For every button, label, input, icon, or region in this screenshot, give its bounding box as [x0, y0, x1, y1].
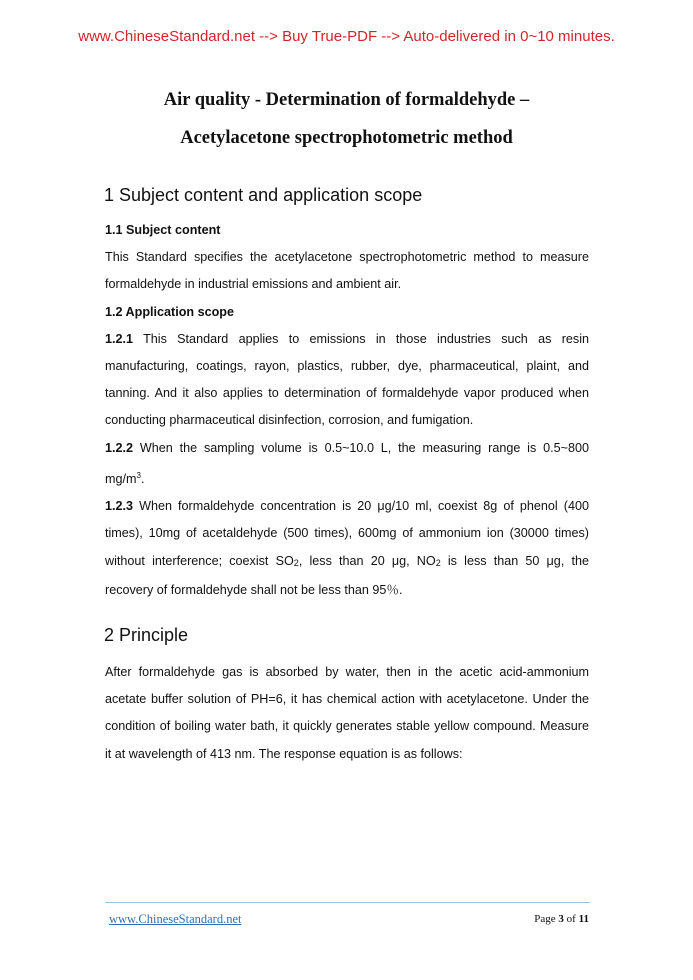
subscript: 2 — [435, 557, 441, 568]
document-title-line2: Acetylacetone spectrophotometric method — [180, 128, 513, 148]
clause-number: 1.2.1 — [105, 331, 134, 346]
clause-text: When the sampling volume is 0.5~10.0 L, the measuring range is 0.5~800 mg/m — [105, 440, 589, 487]
subsection-1-2-heading: 1.2 Application scope — [105, 304, 234, 319]
clause-text: , less than 20 μg, NO — [298, 553, 436, 568]
superscript: 3 — [136, 470, 141, 480]
principle-text: After formaldehyde gas is absorbed by water, then in the acetic acid-ammonium acetate buffer solution of PH=6, it has chemical action with acetylacetone. Under the condition of boiling water bath, it quickly generates stable yellow compound. Measure it at wavelength of 413 nm. The response equation is as follows: — [105, 665, 589, 761]
clause-1-2-2 — [105, 435, 589, 494]
footer-divider — [105, 902, 590, 903]
page-of: of — [563, 913, 579, 925]
clause-number: 1.2.3 — [105, 499, 134, 514]
clause-text: This Standard applies to emissions in those industries such as resin manufacturing, coatings, rayon, plastics, rubber, dye, pharmaceutical, plaint, and tanning. And it also applies to determination of formaldehyde vapor produced when conducting pharmaceutical disinfection, corrosion, and fumigation. — [105, 331, 589, 428]
current-page: 3 — [558, 913, 564, 925]
clause-number: 1.2.2 — [105, 440, 134, 455]
section-1-heading: 1 Subject content and application scope — [104, 185, 423, 205]
subsection-1-1-heading: 1.1 Subject content — [105, 223, 221, 237]
clause-text: When formaldehyde concentration is 20 μg/10 ml, coexist 8g of phenol (400 times), 10mg of acetaldehyde (500 times), 600mg of ammonium ion (30000 times) without interference; coexist SO — [105, 499, 589, 568]
footer-website-link[interactable]: www.ChineseStandard.net — [109, 912, 242, 926]
document-title-line1: Air quality - Determination of formaldehyde – — [163, 90, 530, 110]
subscript: 2 — [293, 557, 299, 568]
subsection-1-1-text: This Standard specifies the acetylacetone spectrophotometric method to measure formaldehyde in industrial emissions and ambient air. — [105, 250, 589, 292]
section-2-body — [105, 659, 589, 768]
total-pages: 11 — [578, 913, 589, 925]
page-label: Page — [534, 913, 559, 925]
clause-text: is less than 50 μg, the recovery of formaldehyde shall not be less than 95％. — [105, 553, 589, 597]
clause-text-end: . — [140, 472, 145, 487]
clause-1-2-1 — [105, 326, 589, 435]
clause-1-2-3 — [105, 493, 589, 604]
section-2-heading: 2 Principle — [104, 625, 189, 645]
section-1-body — [105, 217, 589, 604]
promo-banner[interactable]: www.ChineseStandard.net --> Buy True-PDF --> Auto-delivered in 0~10 minutes. — [78, 28, 615, 45]
page-number — [534, 913, 589, 925]
